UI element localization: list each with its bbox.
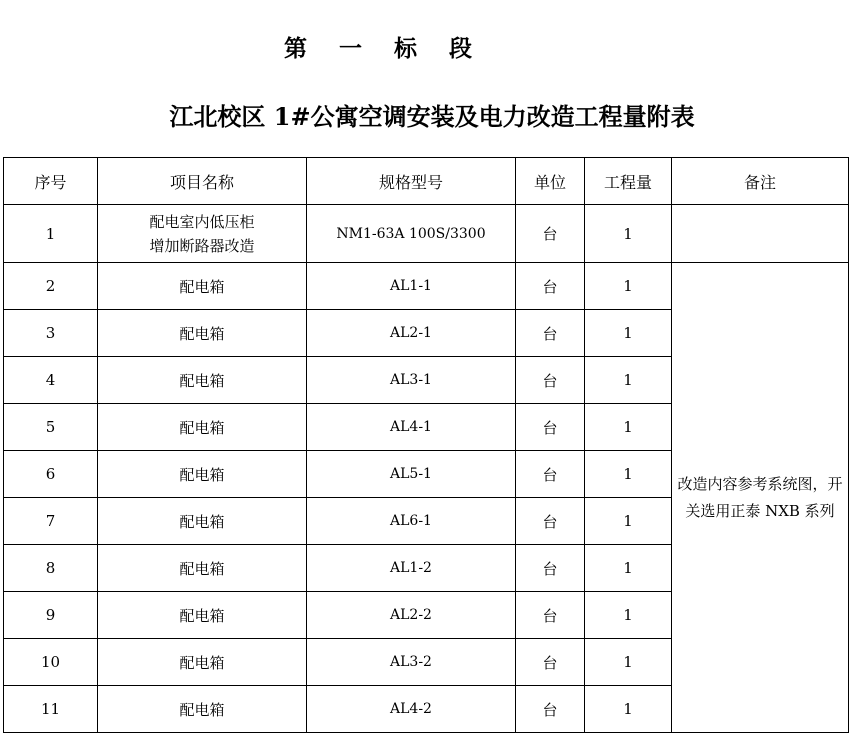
header-name: 项目名称: [98, 158, 307, 205]
table-row: [4, 205, 849, 263]
cell-spec: AL2-1: [307, 310, 516, 357]
cell-name: 配电箱: [98, 451, 307, 498]
cell-no: 3: [4, 310, 98, 357]
cell-name: 配电箱: [98, 592, 307, 639]
cell-unit: 台: [516, 310, 585, 357]
header-spec: 规格型号: [307, 158, 516, 205]
quantity-table: [3, 157, 849, 733]
header-qty: 工程量: [585, 158, 672, 205]
cell-qty: 1: [585, 357, 672, 404]
cell-name-line1: 配电室内低压柜: [149, 212, 255, 231]
cell-qty: 1: [585, 451, 672, 498]
header-remark: 备注: [672, 158, 849, 205]
cell-spec: AL4-1: [307, 404, 516, 451]
cell-name: 配电箱: [98, 639, 307, 686]
cell-unit: 台: [516, 592, 585, 639]
cell-no: 11: [4, 686, 98, 733]
cell-qty: 1: [585, 592, 672, 639]
cell-unit: 台: [516, 263, 585, 310]
cell-spec: AL1-2: [307, 545, 516, 592]
cell-spec: AL3-1: [307, 357, 516, 404]
cell-qty: 1: [585, 310, 672, 357]
table-header-row: [4, 158, 849, 205]
cell-unit: 台: [516, 451, 585, 498]
cell-spec: AL6-1: [307, 498, 516, 545]
cell-unit: 台: [516, 639, 585, 686]
cell-spec: NM1-63A 100S/3300: [307, 205, 516, 263]
cell-unit: 台: [516, 205, 585, 263]
cell-name: 配电箱: [98, 404, 307, 451]
cell-no: 6: [4, 451, 98, 498]
cell-name: 配电箱: [98, 263, 307, 310]
cell-spec: AL5-1: [307, 451, 516, 498]
document-title: 江北校区 1#公寓空调安装及电力改造工程量附表: [169, 102, 695, 131]
cell-name: 配电箱: [98, 310, 307, 357]
cell-qty: 1: [585, 639, 672, 686]
cell-qty: 1: [585, 205, 672, 263]
cell-qty: 1: [585, 263, 672, 310]
cell-qty: 1: [585, 498, 672, 545]
cell-name: 配电箱: [98, 686, 307, 733]
cell-unit: 台: [516, 545, 585, 592]
cell-no: 7: [4, 498, 98, 545]
cell-qty: 1: [585, 545, 672, 592]
header-unit: 单位: [516, 158, 585, 205]
cell-name: [98, 205, 307, 263]
cell-name: 配电箱: [98, 357, 307, 404]
cell-unit: 台: [516, 686, 585, 733]
table-row: [4, 263, 849, 310]
cell-qty: 1: [585, 686, 672, 733]
cell-name-line2: 增加断路器改造: [149, 236, 255, 255]
cell-qty: 1: [585, 404, 672, 451]
cell-no: 8: [4, 545, 98, 592]
cell-spec: AL4-2: [307, 686, 516, 733]
cell-spec: AL3-2: [307, 639, 516, 686]
cell-no: 5: [4, 404, 98, 451]
cell-spec: AL1-1: [307, 263, 516, 310]
header-no: 序号: [4, 158, 98, 205]
cell-unit: 台: [516, 498, 585, 545]
cell-unit: 台: [516, 357, 585, 404]
cell-no: 1: [4, 205, 98, 263]
cell-no: 10: [4, 639, 98, 686]
cell-name: 配电箱: [98, 498, 307, 545]
section-title: 第 一 标 段: [283, 35, 485, 62]
cell-no: 2: [4, 263, 98, 310]
cell-no: 9: [4, 592, 98, 639]
cell-remark-merged: 改造内容参考系统图，开关选用正泰 NXB 系列: [672, 263, 849, 733]
cell-spec: AL2-2: [307, 592, 516, 639]
cell-remark: [672, 205, 849, 263]
cell-name: 配电箱: [98, 545, 307, 592]
cell-unit: 台: [516, 404, 585, 451]
cell-no: 4: [4, 357, 98, 404]
